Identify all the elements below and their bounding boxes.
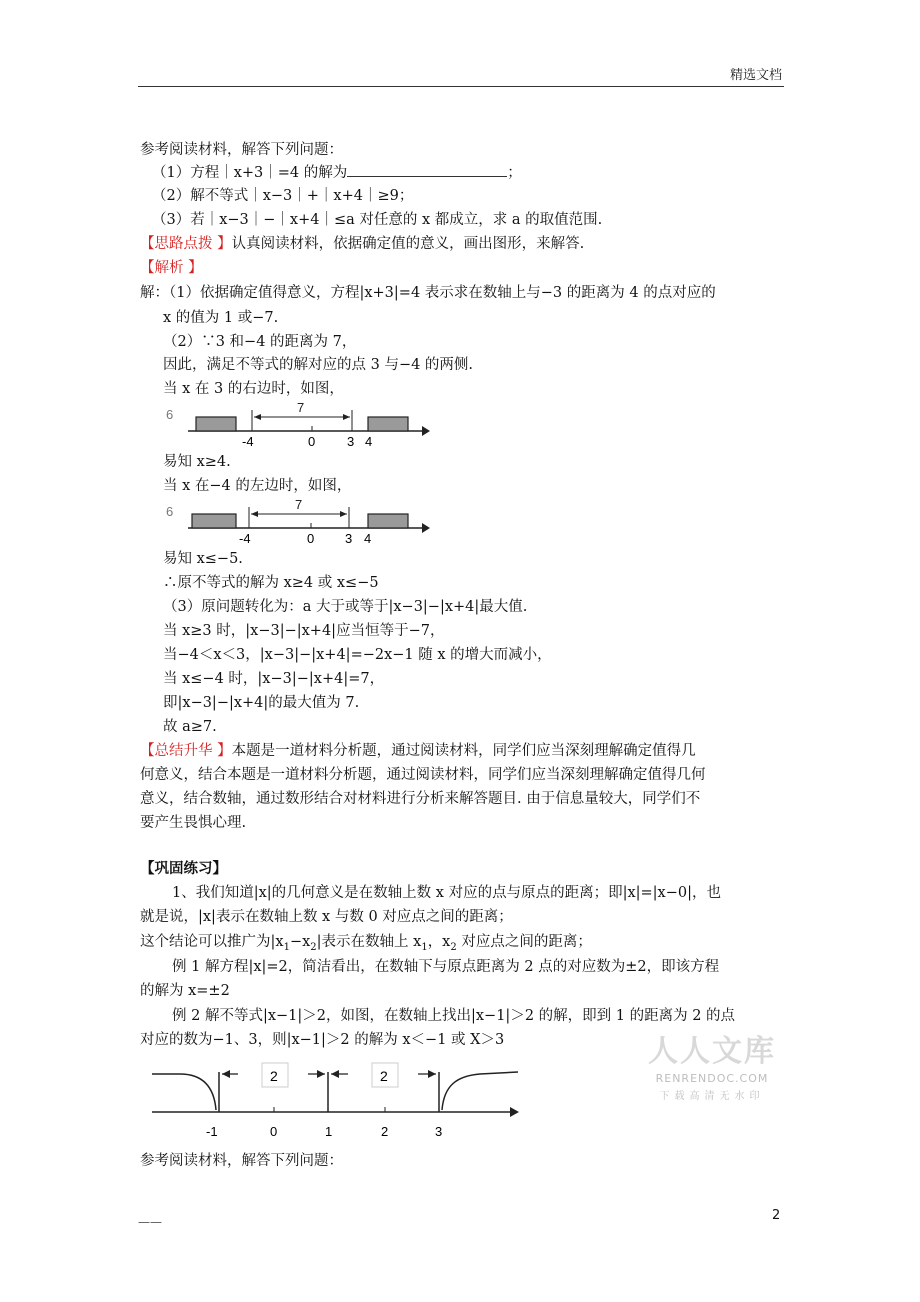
answer-blank [347,164,507,177]
solution-region-left [192,514,236,528]
number-line-figure-3 [150,1060,530,1142]
figure-corner-mark: 6 [166,504,174,519]
span-label: 7 [295,497,303,512]
text-line: 例 2 解不等式|x−1|＞2，如图，在数轴上找出|x−1|＞2 的解，即到 1 的距离为 2 的点 [172,1008,736,1024]
tick-label: 2 [381,1124,389,1139]
tick-label: 3 [347,434,355,449]
tick-label: 1 [325,1124,333,1139]
solution-curve-right [442,1072,518,1110]
tick-label: 3 [345,531,353,546]
subscript: 1 [421,941,428,953]
text-line: （3）若｜x−3｜−｜x+4｜≤a 对任意的 x 都成立，求 a 的取值范围. [152,212,603,228]
text-line: 1、我们知道|x|的几何意义是在数轴上数 x 对应的点与原点的距离；即|x|=|x−0|，也 [172,885,721,901]
text-line: 因此，满足不等式的解对应的点 3 与−4 的两侧. [163,357,474,373]
tick-label: 0 [308,434,316,449]
watermark-site: RENRENDOC.COM [655,1072,769,1085]
axis-arrow [422,523,430,533]
text-run: 这个结论可以推广为|x [140,934,284,950]
text-line: 对应的数为−1、3，则|x−1|＞2 的解为 x＜−1 或 X＞3 [140,1032,505,1048]
text-line: 当 x 在 3 的右边时，如图， [163,381,344,397]
header-label: 精选文档 [729,68,782,83]
span-arrow-left [254,414,261,420]
text-line: （2）解不等式｜x−3｜+｜x+4｜≥9； [152,188,414,204]
section-tag: 【总结升华 】 [140,743,232,759]
tick-label: 3 [435,1124,443,1139]
text-line: 故 a≥7. [163,719,217,735]
header-rule [138,86,784,87]
watermark-slogan: 下载高清无水印 [659,1091,765,1102]
text-line: （2）∵3 和−4 的距离为 7， [163,334,357,350]
text-line: 当 x≤−4 时，|x−3|−|x+4|=7， [163,671,385,687]
subscript: 2 [450,941,457,953]
text-line [140,235,584,253]
text-line: 参考阅读材料，解答下列问题： [140,142,343,158]
solution-region-right [368,417,408,431]
figure-corner-mark: 6 [166,407,174,422]
text-line: 何意义，结合本题是一道材料分析题，通过阅读材料，同学们应当深刻理解确定值得几何 [140,767,706,783]
text-line: 解：（1）依据确定值得意义，方程|x+3|=4 表示求在数轴上与−3 的距离为 4 的点对应的 [140,285,716,301]
span-arrow-right [340,511,347,517]
solution-curve-left [152,1074,216,1110]
text-line: 当 x 在−4 的左边时，如图， [163,478,352,494]
text-line: ∴原不等式的解为 x≥4 或 x≤−5 [163,575,379,591]
text-line: （3）原问题转化为：a 大于或等于|x−3|−|x+4|最大值. [163,599,528,615]
span-label: 7 [297,400,305,415]
subscript: 2 [310,941,317,953]
text-line: 即|x−3|−|x+4|的最大值为 7. [163,695,360,711]
number-line-figure-2 [160,497,430,549]
span-arrow-left [251,511,258,517]
section-text: 认真阅读材料，依据确定值的意义，画出图形，来解答. [231,236,585,252]
distance-label: 2 [270,1068,278,1084]
section-tag: 【思路点拨 】 [140,236,232,252]
text-line: 例 1 解方程|x|=2，简洁看出，在数轴下与原点距离为 2 点的对应数为±2，即该方程 [172,959,720,975]
watermark-title: 人人文库 [648,1034,776,1069]
section-heading: 【巩固练习】 [140,860,227,877]
solution-region-left [196,417,236,431]
page-number: 2 [772,1208,781,1223]
text-run: |表示在数轴上 x [316,934,422,950]
arrow-head-left [331,1070,339,1078]
tick-label: 4 [364,531,372,546]
axis-arrow [422,426,430,436]
footer-mark: —— [138,1215,162,1229]
text-line: 易知 x≥4. [163,454,231,470]
text-run: ，x [427,934,451,950]
span-arrow-right [343,414,350,420]
text-line [140,742,696,760]
section-tag: 【解析 】 [140,260,203,276]
tick-label: -1 [206,1124,218,1139]
text-line: 当 x≥3 时，|x−3|−|x+4|应当恒等于−7， [163,623,445,639]
distance-label: 2 [380,1068,388,1084]
subscript: 1 [283,941,290,953]
arrow-head-right [428,1070,436,1078]
text-run: −x [289,934,311,950]
text-run: 对应点之间的距离； [456,934,592,950]
semicolon: ； [507,165,522,181]
tick-label: 0 [307,531,315,546]
tick-label: 4 [365,434,373,449]
arrow-head-left [222,1070,230,1078]
text-line: x 的值为 1 或−7. [163,310,279,326]
text-line: 的解为 x=±2 [140,983,230,999]
text-line: 就是说，|x|表示在数轴上数 x 与数 0 对应点之间的距离； [140,909,513,925]
number-line-figure-1 [160,400,430,452]
text-line [152,164,522,182]
tick-label: 0 [270,1124,278,1139]
text-line: 易知 x≤−5. [163,551,243,567]
section-text: 本题是一道材料分析题，通过阅读材料，同学们应当深刻理解确定值得几 [231,743,696,759]
arrow-head-right [317,1070,325,1078]
tick-label: -4 [239,531,251,546]
text-line: 要产生畏惧心理. [140,815,247,831]
axis-arrow [510,1107,519,1117]
text-line: 当−4＜x＜3，|x−3|−|x+4|=−2x−1 随 x 的增大而减小， [163,647,552,663]
question-1: （1）方程｜x+3｜=4 的解为 [152,165,348,181]
text-line: 意义，结合数轴，通过数形结合对材料进行分析来解答题目. 由于信息量较大，同学们不 [140,791,701,807]
text-line: 参考阅读材料，解答下列问题： [140,1153,343,1169]
watermark [642,1026,782,1102]
solution-region-right [368,514,408,528]
text-line [140,933,592,957]
tick-label: -4 [242,434,254,449]
